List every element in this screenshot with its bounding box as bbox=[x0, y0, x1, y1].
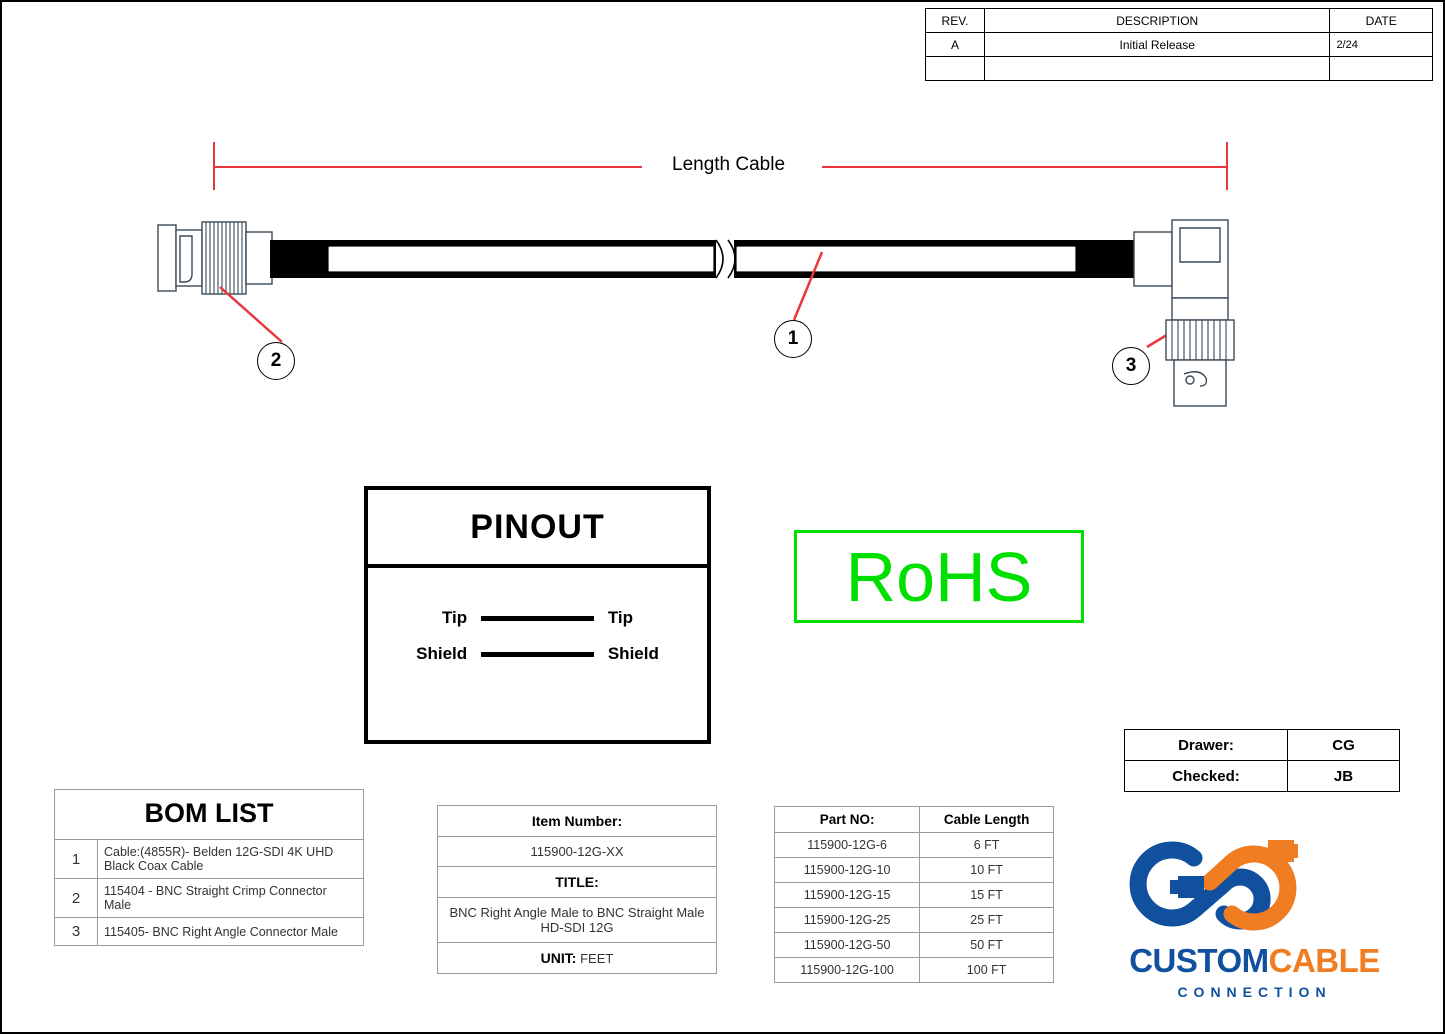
table-row bbox=[775, 958, 1054, 983]
pinout-left-label: Shield bbox=[416, 644, 468, 663]
table-row bbox=[775, 908, 1054, 933]
bom-item-number: 2 bbox=[55, 879, 98, 918]
logo-subtitle: CONNECTION bbox=[1177, 984, 1332, 1000]
unit-value: FEET bbox=[580, 951, 614, 966]
drawer-label: Drawer: bbox=[1125, 730, 1288, 761]
bom-item-description: Cable:(4855R)- Belden 12G-SDI 4K UHD Black Coax Cable bbox=[98, 840, 364, 879]
logo-word-custom: CUSTOM bbox=[1129, 942, 1269, 979]
part-number: 115900-12G-100 bbox=[775, 958, 920, 983]
cable-assembly-drawing bbox=[122, 112, 1322, 442]
parts-header-row bbox=[775, 807, 1054, 833]
pinout-row-tip bbox=[368, 608, 707, 628]
revision-date bbox=[1330, 57, 1433, 81]
cable-length: 15 FT bbox=[920, 883, 1054, 908]
checked-value: JB bbox=[1288, 761, 1400, 792]
pinout-wire bbox=[481, 616, 594, 621]
rohs-label: RoHS bbox=[845, 537, 1033, 616]
table-row bbox=[926, 57, 1433, 81]
pinout-rows bbox=[368, 568, 707, 664]
bom-item-description: 115405- BNC Right Angle Connector Male bbox=[98, 918, 364, 946]
company-logo bbox=[1082, 822, 1427, 1017]
part-number: 115900-12G-15 bbox=[775, 883, 920, 908]
table-row bbox=[55, 879, 364, 918]
part-number: 115900-12G-50 bbox=[775, 933, 920, 958]
rohs-badge bbox=[794, 530, 1084, 623]
callout-2: 2 bbox=[257, 342, 295, 380]
unit-label: UNIT: bbox=[540, 950, 577, 966]
cable-body bbox=[270, 240, 1134, 278]
cable-length: 10 FT bbox=[920, 858, 1054, 883]
revision-header-row bbox=[926, 9, 1433, 33]
bom-item-number: 1 bbox=[55, 840, 98, 879]
table-row bbox=[775, 883, 1054, 908]
pinout-title: PINOUT bbox=[368, 490, 707, 568]
table-row bbox=[926, 33, 1433, 57]
cable-length: 6 FT bbox=[920, 833, 1054, 858]
table-row bbox=[438, 806, 717, 837]
table-row bbox=[55, 918, 364, 946]
logo-mark-icon bbox=[1082, 822, 1427, 942]
checked-label: Checked: bbox=[1125, 761, 1288, 792]
revision-header-rev: REV. bbox=[926, 9, 985, 33]
drawer-checked-table bbox=[1124, 729, 1400, 792]
revision-rev bbox=[926, 57, 985, 81]
title-value: BNC Right Angle Male to BNC Straight Male HD-SDI 12G bbox=[438, 898, 717, 943]
pinout-right-label: Tip bbox=[607, 608, 634, 627]
revision-header-description: DESCRIPTION bbox=[984, 9, 1329, 33]
callout-1: 1 bbox=[774, 320, 812, 358]
callout-3: 3 bbox=[1112, 347, 1150, 385]
logo-word-cable: CABLE bbox=[1268, 942, 1380, 979]
parts-header-cable-length: Cable Length bbox=[920, 807, 1054, 833]
table-row bbox=[1125, 761, 1400, 792]
bnc-straight-connector-left bbox=[158, 222, 272, 294]
revision-table bbox=[925, 8, 1433, 81]
bom-item-description: 115404 - BNC Straight Crimp Connector Male bbox=[98, 879, 364, 918]
cable-length: 50 FT bbox=[920, 933, 1054, 958]
table-row bbox=[1125, 730, 1400, 761]
revision-description bbox=[984, 57, 1329, 81]
item-title-block bbox=[437, 805, 717, 974]
bom-header-row bbox=[55, 790, 364, 840]
part-number: 115900-12G-10 bbox=[775, 858, 920, 883]
table-row bbox=[775, 833, 1054, 858]
table-row bbox=[775, 933, 1054, 958]
table-row bbox=[438, 943, 717, 974]
title-label: TITLE: bbox=[438, 867, 717, 898]
table-row bbox=[438, 837, 717, 867]
table-row bbox=[55, 840, 364, 879]
pinout-wire bbox=[481, 652, 594, 657]
pinout-box bbox=[364, 486, 711, 744]
pinout-right-label: Shield bbox=[607, 644, 659, 663]
drawer-value: CG bbox=[1288, 730, 1400, 761]
part-number: 115900-12G-6 bbox=[775, 833, 920, 858]
item-number-value: 115900-12G-XX bbox=[438, 837, 717, 867]
length-cable-label: Length Cable bbox=[662, 154, 795, 176]
bnc-right-angle-connector-right bbox=[1134, 220, 1234, 406]
item-number-label: Item Number: bbox=[438, 806, 717, 837]
revision-description: Initial Release bbox=[984, 33, 1329, 57]
revision-header-date: DATE bbox=[1330, 9, 1433, 33]
revision-rev: A bbox=[926, 33, 985, 57]
part-number: 115900-12G-25 bbox=[775, 908, 920, 933]
unit-row bbox=[438, 943, 717, 974]
pinout-left-label: Tip bbox=[441, 608, 468, 627]
bom-title: BOM LIST bbox=[55, 790, 364, 840]
bom-item-number: 3 bbox=[55, 918, 98, 946]
bom-list-table bbox=[54, 789, 364, 946]
part-number-table bbox=[774, 806, 1054, 983]
revision-date: 2/24 bbox=[1330, 33, 1433, 57]
table-row bbox=[775, 858, 1054, 883]
pinout-row-shield bbox=[368, 644, 707, 664]
table-row bbox=[438, 898, 717, 943]
parts-header-part-no: Part NO: bbox=[775, 807, 920, 833]
logo-wordmark bbox=[1082, 942, 1427, 980]
cable-length: 25 FT bbox=[920, 908, 1054, 933]
cable-length: 100 FT bbox=[920, 958, 1054, 983]
table-row bbox=[438, 867, 717, 898]
